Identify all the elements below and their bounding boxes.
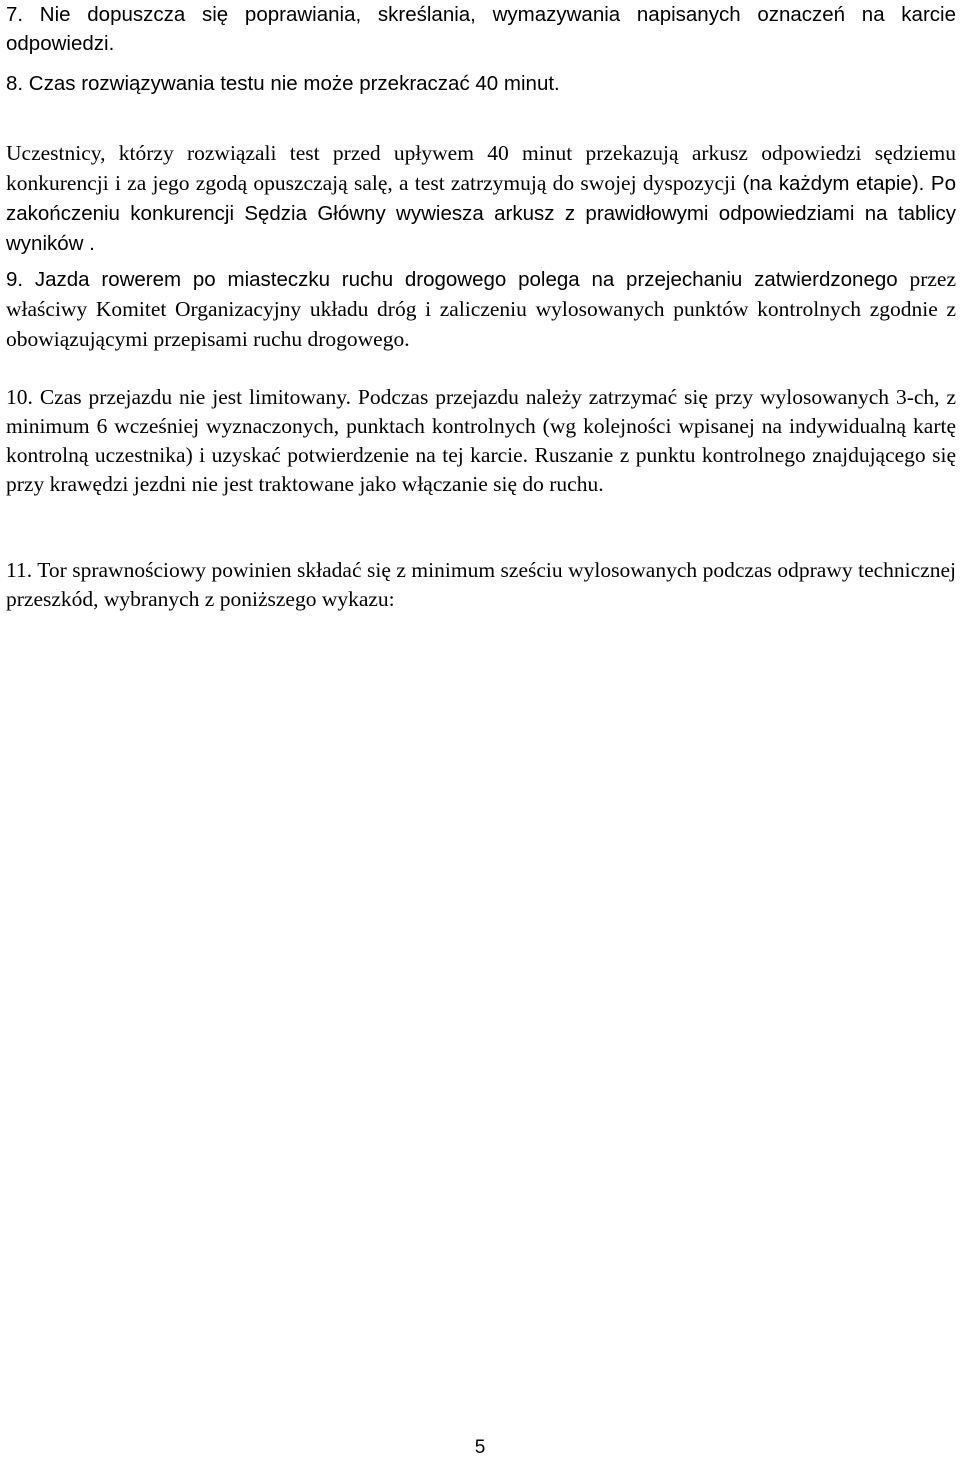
paragraph-10: 10. Czas przejazdu nie jest limitowany. Podczas przejazdu należy zatrzymać się przy wylosowanych 3-ch, z minimum 6 wcześniej wyznaczonych, punktach kontrolnych (wg kolejności wpisanej na indywidualną kartę kontrolną uczestnika) i uzyskać potwierdzenie na tej karcie. Ruszanie z punktu kontrolnego znajdującego się przy krawędzi jezdni nie jest traktowane jako włączanie się do ruchu. (6, 385, 956, 496)
paragraph-9-serif: przez właściwy Komitet Organizacyjny układu dróg i zaliczeniu wylosowanych punktów kontrolnych zgodnie z obowiązującymi przepisami ruchu drogowego. (6, 267, 956, 351)
paragraph-7: 7. Nie dopuszcza się poprawiania, skreślania, wymazywania napisanych oznaczeń na karcie odpowiedzi. (6, 3, 956, 55)
paragraph-8-continuation-sans: (na każdym etapie). Po zakończeniu konkurencji Sędzia Główny wywiesza arkusz z prawidłowymi odpowiedziami na tablicy wyników . (6, 172, 957, 255)
paragraph-8-continuation (6, 139, 956, 259)
paragraph-8: 8. Czas rozwiązywania testu nie może przekraczać 40 minut. (6, 72, 560, 95)
paragraph-8-continuation-serif: Uczestnicy, którzy rozwiązali test przed upływem 40 minut przekazują arkusz odpowiedzi sędziemu konkurencji i za jego zgodą opuszczają salę, a test zatrzymują do swojej dyspozycji (6, 141, 956, 195)
paragraph-9 (6, 265, 956, 355)
page-number: 5 (474, 1437, 486, 1458)
paragraph-9-sans: 9. Jazda rowerem po miasteczku ruchu drogowego polega na przejechaniu zatwierdzonego (6, 268, 910, 291)
paragraph-11: 11. Tor sprawnościowy powinien składać się z minimum sześciu wylosowanych podczas odprawy technicznej przeszkód, wybranych z poniższego wykazu: (6, 558, 956, 611)
